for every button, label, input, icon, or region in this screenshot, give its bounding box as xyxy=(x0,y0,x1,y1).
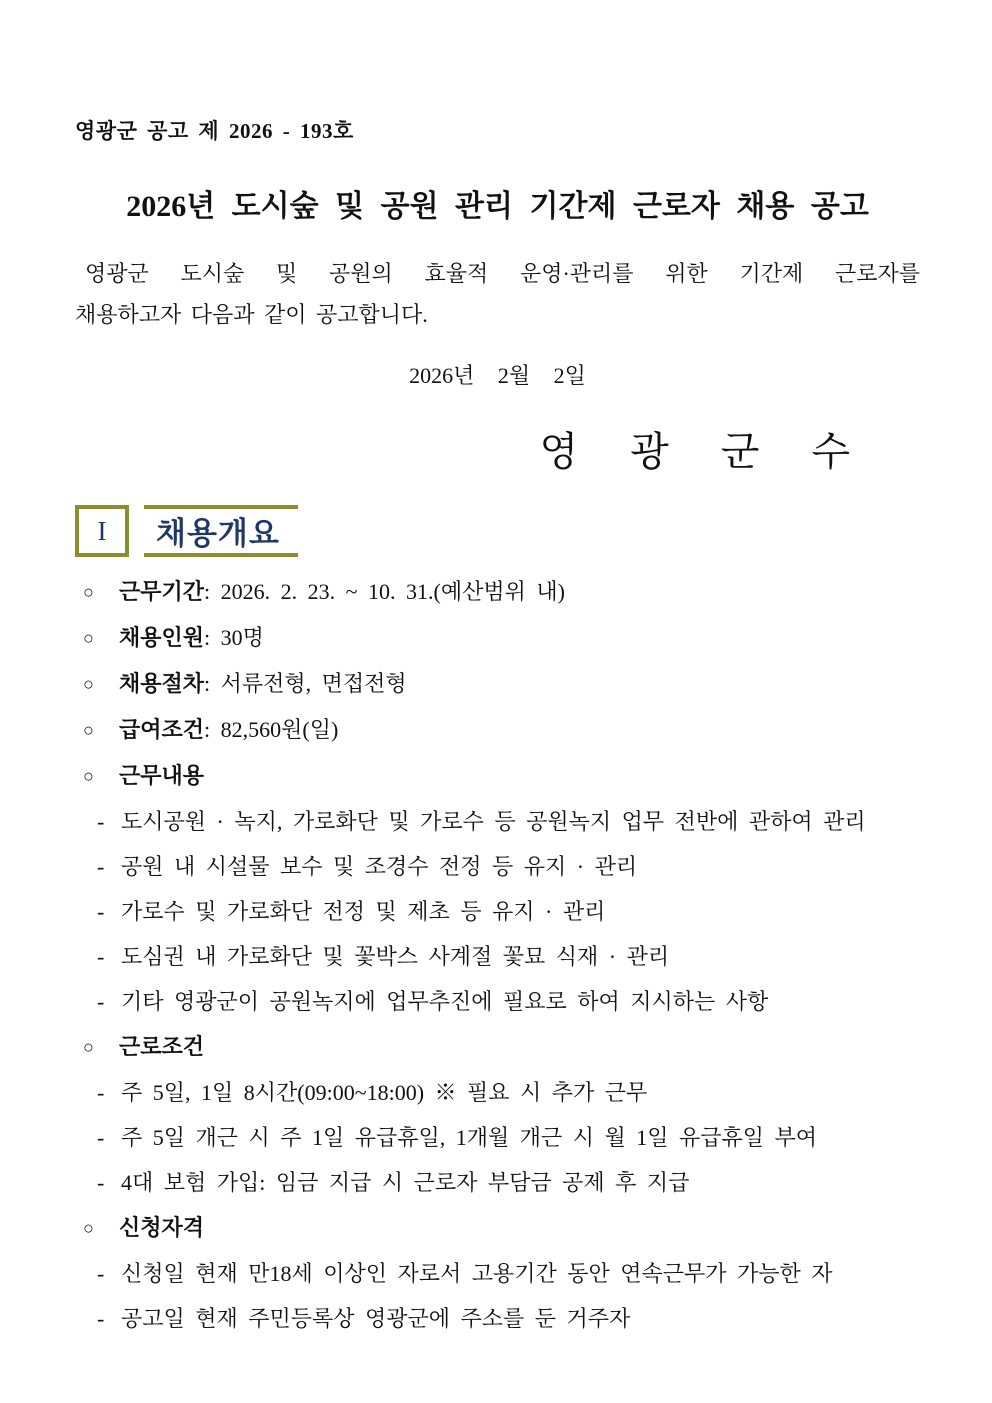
list-subitem xyxy=(75,1070,920,1115)
intro-paragraph xyxy=(75,253,920,335)
item-label: 근무내용 xyxy=(119,763,205,788)
dash-bullet-icon: - xyxy=(97,989,105,1014)
intro-line-2: 채용하고자 다음과 같이 공고합니다. xyxy=(75,302,428,327)
circle-bullet-icon: ○ xyxy=(83,1037,94,1057)
subitem-text: 기타 영광군이 공원녹지에 업무추진에 필요로 하여 지시하는 사항 xyxy=(121,989,769,1014)
subitem-text: 공원 내 시설물 보수 및 조경수 전정 등 유지 · 관리 xyxy=(121,854,638,879)
circle-bullet-icon: ○ xyxy=(83,628,94,648)
dash-bullet-icon: - xyxy=(97,1261,105,1286)
list-subitem xyxy=(75,889,920,934)
recruitment-overview-list xyxy=(75,569,920,1341)
list-item xyxy=(75,1205,920,1251)
subitem-text: 주 5일, 1일 8시간(09:00~18:00) ※ 필요 시 추가 근무 xyxy=(121,1080,648,1105)
subitem-text: 주 5일 개근 시 주 1일 유급휴일, 1개월 개근 시 월 1일 유급휴일 부여 xyxy=(121,1125,818,1150)
list-subitem xyxy=(75,1296,920,1341)
section-title: 채용개요 xyxy=(144,505,298,557)
dash-bullet-icon: - xyxy=(97,1170,105,1195)
list-subitem xyxy=(75,934,920,979)
circle-bullet-icon: ○ xyxy=(83,582,94,602)
subitem-text: 공고일 현재 주민등록상 영광군에 주소를 둔 거주자 xyxy=(121,1306,631,1331)
subitem-text: 가로수 및 가로화단 전정 및 제초 등 유지 · 관리 xyxy=(121,899,606,924)
dash-bullet-icon: - xyxy=(97,1125,105,1150)
subitem-text: 도심권 내 가로화단 및 꽃박스 사계절 꽃묘 식재 · 관리 xyxy=(121,944,670,969)
item-value: : 82,560원(일) xyxy=(204,717,339,742)
list-item xyxy=(75,707,920,753)
dash-bullet-icon: - xyxy=(97,1080,105,1105)
dash-bullet-icon: - xyxy=(97,809,105,834)
list-subitem xyxy=(75,979,920,1024)
subitem-text: 신청일 현재 만18세 이상인 자로서 고용기간 동안 연속근무가 가능한 자 xyxy=(121,1261,833,1286)
list-subitem xyxy=(75,1115,920,1160)
item-value: : 30명 xyxy=(204,625,264,650)
list-item xyxy=(75,661,920,707)
circle-bullet-icon: ○ xyxy=(83,766,94,786)
subitem-text: 4대 보험 가입: 임금 지급 시 근로자 부담금 공제 후 지급 xyxy=(121,1170,690,1195)
item-label: 급여조건 xyxy=(119,717,205,742)
list-subitem xyxy=(75,799,920,844)
item-label: 근로조건 xyxy=(119,1034,205,1059)
list-item xyxy=(75,615,920,661)
announcement-date: 2026년 2월 2일 xyxy=(409,363,586,388)
dash-bullet-icon: - xyxy=(97,899,105,924)
item-label: 채용인원 xyxy=(119,625,205,650)
item-label: 채용절차 xyxy=(119,671,205,696)
signature-county-governor: 영 광 군 수 xyxy=(539,429,850,474)
section-header xyxy=(75,505,920,557)
dash-bullet-icon: - xyxy=(97,1306,105,1331)
item-label: 신청자격 xyxy=(119,1215,205,1240)
document-number: 영광군 공고 제 2026 - 193호 xyxy=(75,119,354,143)
dash-bullet-icon: - xyxy=(97,944,105,969)
subitem-text: 도시공원 · 녹지, 가로화단 및 가로수 등 공원녹지 업무 전반에 관하여 관리 xyxy=(121,809,866,834)
circle-bullet-icon: ○ xyxy=(83,720,94,740)
item-label: 근무기간 xyxy=(119,579,205,604)
item-value: : 2026. 2. 23. ~ 10. 31.(예산범위 내) xyxy=(204,579,565,604)
list-subitem xyxy=(75,1251,920,1296)
section-numeral-box: I xyxy=(75,505,129,557)
list-item xyxy=(75,753,920,799)
circle-bullet-icon: ○ xyxy=(83,1218,94,1238)
list-subitem xyxy=(75,1160,920,1205)
dash-bullet-icon: - xyxy=(97,854,105,879)
page-title: 2026년 도시숲 및 공원 관리 기간제 근로자 채용 공고 xyxy=(126,190,869,223)
intro-line-1: 영광군 도시숲 및 공원의 효율적 운영·관리를 위한 기간제 근로자를 xyxy=(85,261,920,286)
list-subitem xyxy=(75,844,920,889)
list-item xyxy=(75,569,920,615)
item-value: : 서류전형, 면접전형 xyxy=(204,671,407,696)
list-item xyxy=(75,1024,920,1070)
circle-bullet-icon: ○ xyxy=(83,674,94,694)
